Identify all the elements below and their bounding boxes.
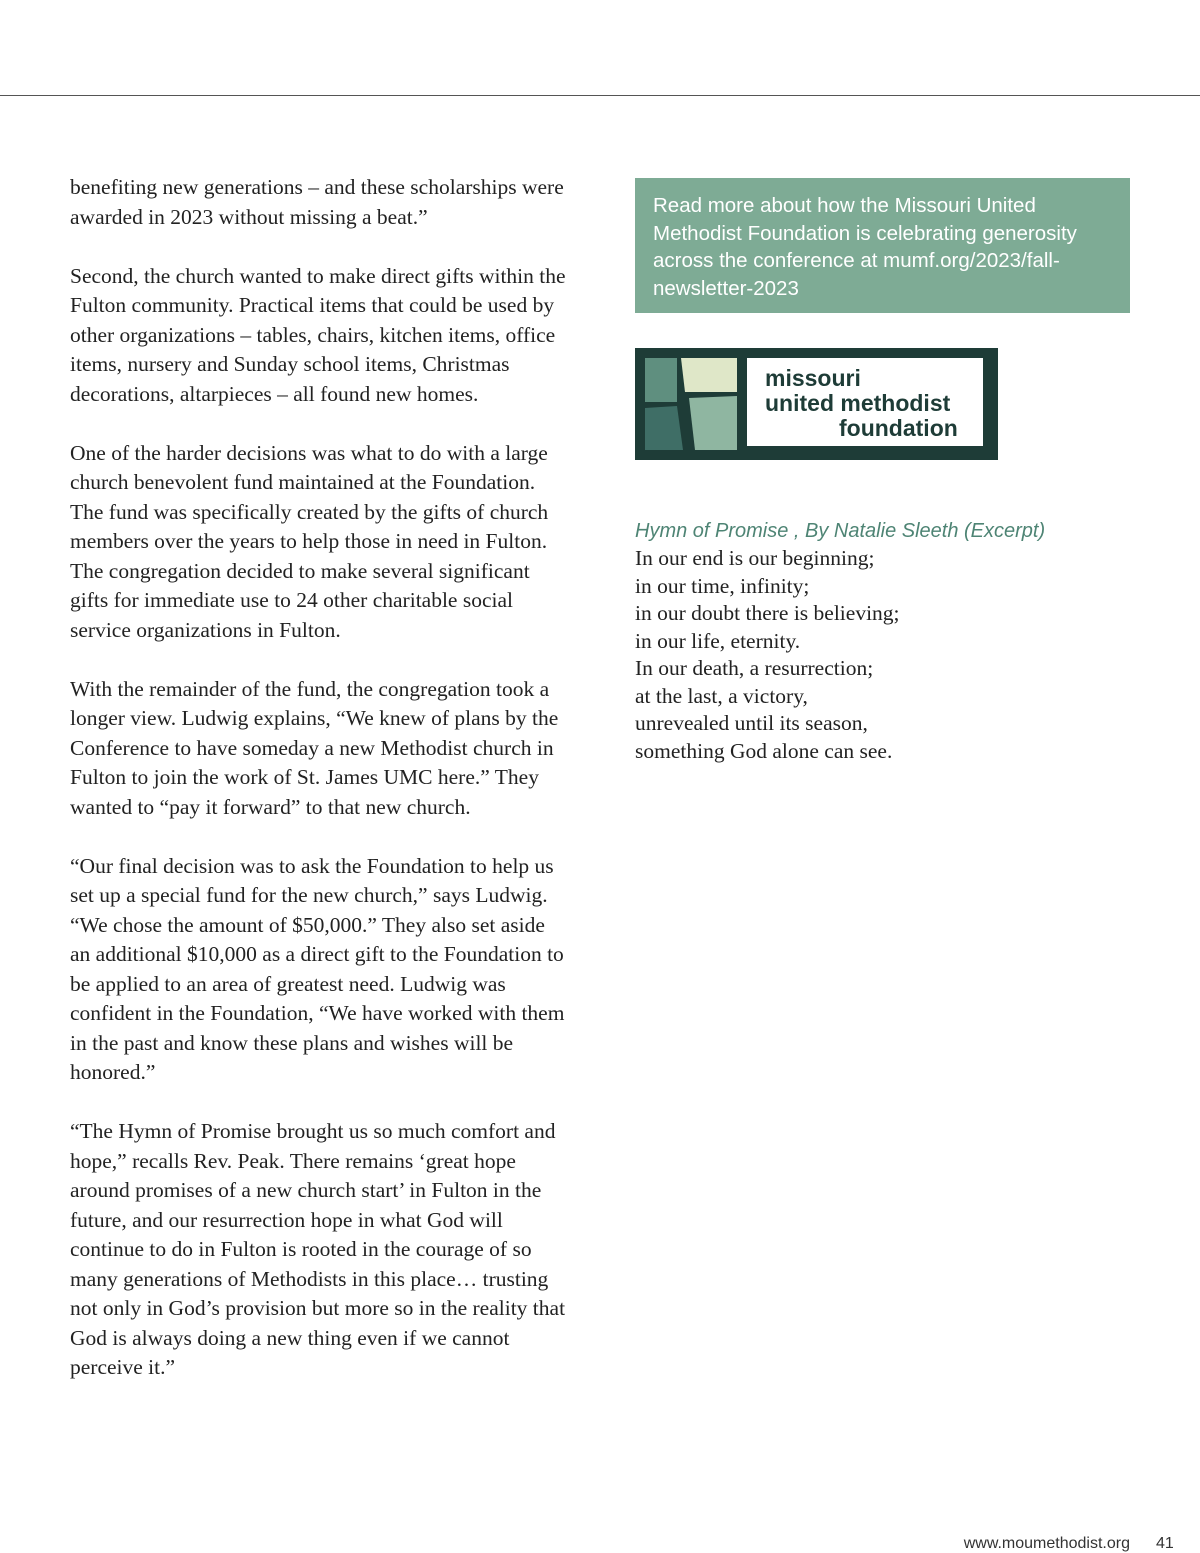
footer-website-link[interactable]: www.moumethodist.org bbox=[963, 1535, 1130, 1552]
hymn-excerpt bbox=[635, 517, 1155, 765]
hymn-line: unrevealed until its season, bbox=[635, 711, 868, 735]
cross-window-icon bbox=[635, 348, 747, 460]
page-number: 41 bbox=[1156, 1535, 1174, 1552]
read-more-callout bbox=[635, 178, 1130, 313]
hymn-line: in our doubt there is believing; bbox=[635, 601, 900, 625]
article-body bbox=[70, 173, 570, 1412]
callout-text: Read more about how the Missouri United Methodist Foundation is celebrating generosity across the conference at mumf.org/2023/fall-newsletter-2023 bbox=[653, 194, 1077, 300]
foundation-logo bbox=[635, 348, 998, 460]
article-paragraph-1: benefiting new generations – and these scholarships were awarded in 2023 without missing a beat.” bbox=[70, 175, 564, 229]
hymn-title: Hymn of Promise , By Natalie Sleeth (Excerpt) bbox=[635, 520, 1046, 542]
article-paragraph-6: “The Hymn of Promise brought us so much comfort and hope,” recalls Rev. Peak. There remains ‘great hope around promises of a new church start’ in Fulton in the future, and our resurrection hope in what God will continue to do in Fulton is rooted in the courage of so many generations of Methodists in this place… trusting not only in God’s provision but more so in the reality that God is always doing a new thing even if we cannot perceive it.” bbox=[70, 1119, 566, 1379]
article-paragraph-5: “Our final decision was to ask the Foundation to help us set up a special fund for the new church,” says Ludwig. “We chose the amount of $50,000.” They also set aside an additional $10,000 as a direct gift to the Foundation to be applied to an area of greatest need. Ludwig was confident in the Foundation, “We have worked with them in the past and know these plans and wishes will be honored.” bbox=[70, 853, 565, 1084]
hymn-line: in our time, infinity; bbox=[635, 573, 810, 598]
logo-line-1: missouri bbox=[765, 365, 861, 391]
article-paragraph-4: With the remainder of the fund, the congregation took a longer view. Ludwig explains, “We knew of plans by the Conference to have someday a new Methodist church in Fulton to join the work of St. James UMC here.” They wanted to “pay it forward” to that new church. bbox=[70, 676, 559, 819]
hymn-line: something God alone can see. bbox=[635, 738, 893, 763]
article-paragraph-2: Second, the church wanted to make direct gifts within the Fulton community. Practical items that could be used by other organizations – tables, chairs, kitchen items, office items, nursery and Sunday school items, Christmas decorations, altarpieces – all found new homes. bbox=[70, 263, 566, 406]
logo-wordmark bbox=[747, 358, 983, 446]
hymn-line: at the last, a victory, bbox=[635, 683, 808, 708]
logo-line-3: foundation bbox=[839, 415, 958, 441]
logo-line-2: united methodist bbox=[765, 390, 951, 416]
article-paragraph-3: One of the harder decisions was what to do with a large church benevolent fund maintained at the Foundation. The fund was specifically created by the gifts of church members over the years to help those in need in Fulton. The congregation decided to make several significant gifts for immediate use to 24 other charitable social service organizations in Fulton. bbox=[70, 440, 549, 642]
hymn-line: In our death, a resurrection; bbox=[635, 656, 874, 680]
hymn-line: in our life, eternity. bbox=[635, 628, 801, 653]
hymn-line: In our end is our beginning; bbox=[635, 546, 875, 570]
top-divider bbox=[0, 95, 1200, 96]
